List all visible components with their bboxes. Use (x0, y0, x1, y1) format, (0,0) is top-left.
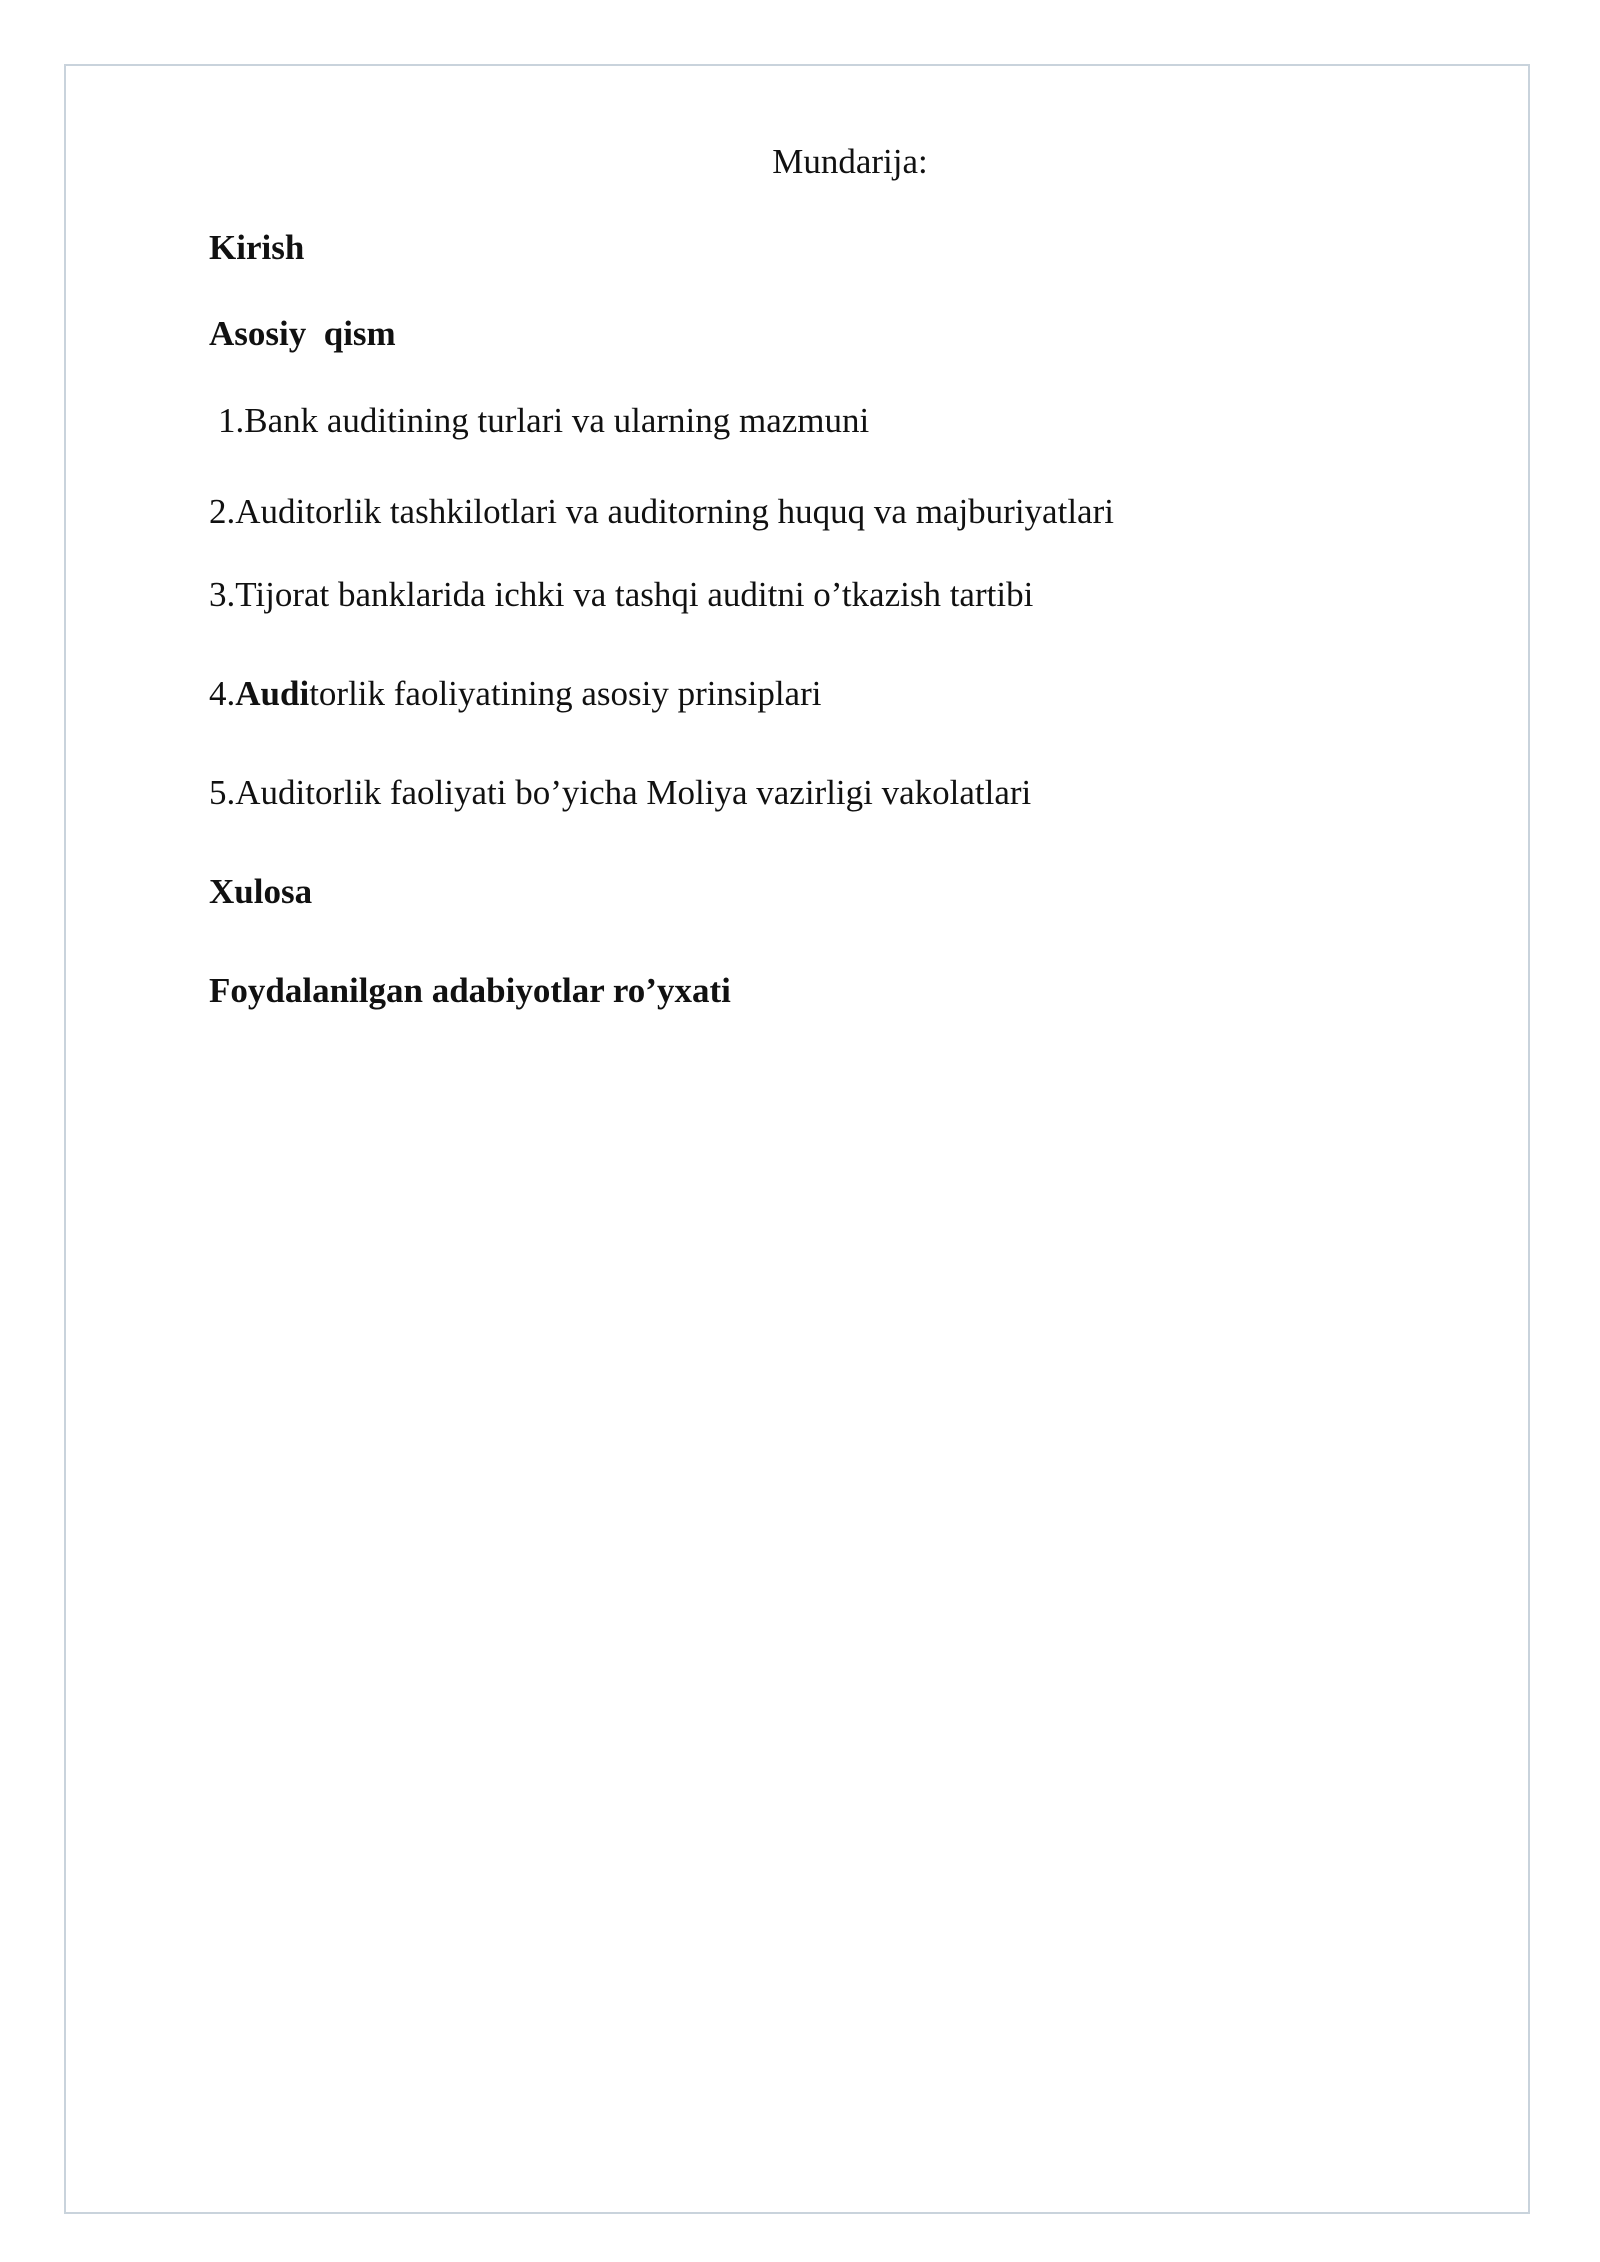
toc-item-4-prefix: 4. (209, 674, 236, 713)
toc-item-5: 5.Auditorlik faoliyati bo’yicha Moliya vazirligi vakolatlari (209, 773, 1032, 812)
toc-item-2: 2.Auditorlik tashkilotlari va auditorning huquq va majburiyatlari (209, 492, 1114, 531)
toc-entry-conclusion: Xulosa (209, 872, 313, 911)
toc-item-4-bold: Audi (235, 674, 310, 713)
toc-item-1: 1.Bank auditining turlari va ularning mazmuni (218, 401, 870, 440)
toc-entry-references: Foydalanilgan adabiyotlar ro’yxati (209, 971, 731, 1010)
toc-entry-main-part: Asosiy qism (209, 314, 396, 353)
toc-item-4-rest: torlik faoliyatining asosiy prinsiplari (309, 674, 822, 713)
toc-entry-intro: Kirish (209, 228, 305, 267)
toc-item-3: 3.Tijorat banklarida ichki va tashqi auditni o’tkazish tartibi (209, 575, 1034, 614)
page-border (64, 64, 1530, 2214)
toc-item-4 (209, 673, 821, 715)
toc-title: Mundarija: (772, 142, 928, 181)
